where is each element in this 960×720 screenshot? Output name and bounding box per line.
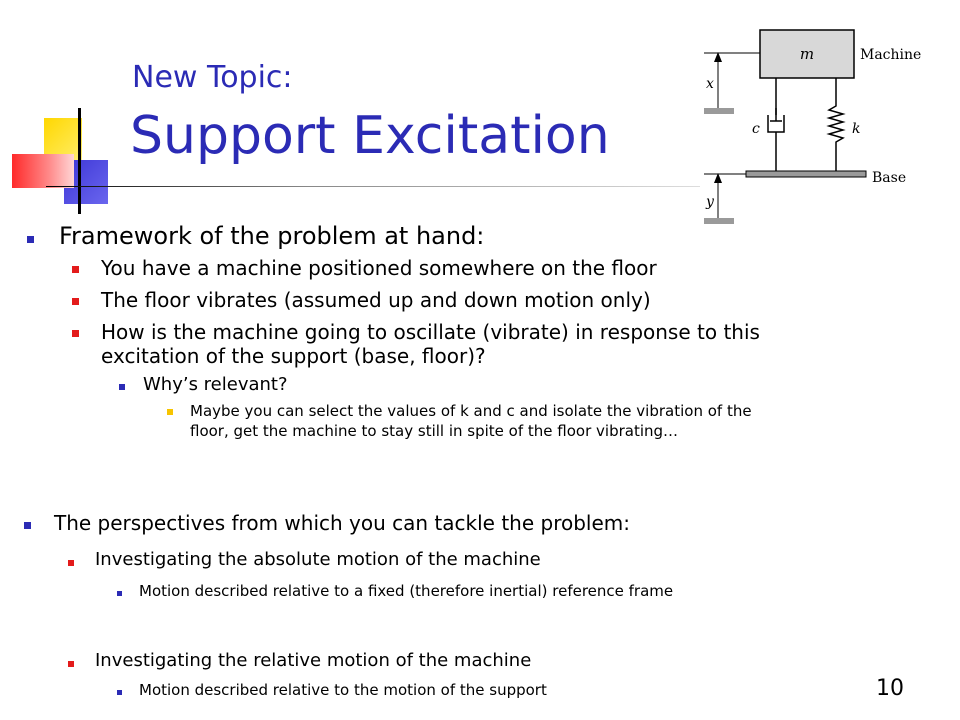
bullet-icon — [167, 409, 173, 415]
bullet-icon — [117, 690, 122, 695]
machine-label: Machine — [860, 47, 922, 63]
bullet-icon — [27, 236, 34, 243]
framework-item-3-line2: excitation of the support (base, floor)? — [101, 344, 486, 368]
relative-motion-detail: Motion described relative to the motion of the support — [139, 681, 547, 699]
y-label: y — [706, 194, 714, 210]
mass-label: m — [799, 45, 815, 63]
absolute-motion-detail: Motion described relative to a fixed (therefore inertial) reference frame — [139, 582, 674, 600]
x-label: x — [706, 76, 714, 92]
bullet-icon — [117, 591, 122, 596]
bullet-icon — [72, 298, 79, 305]
title-underline — [46, 186, 700, 187]
spring-label: k — [852, 121, 861, 137]
relevance-question: Why’s relevant? — [143, 374, 288, 395]
bullet-icon — [68, 560, 74, 566]
x-ground — [704, 108, 734, 114]
y-ground — [704, 218, 734, 224]
base-plate — [746, 171, 866, 177]
bullet-icon — [119, 384, 125, 390]
decor-vertical-line — [78, 108, 81, 214]
slide-title: Support Excitation — [130, 106, 610, 166]
absolute-motion-title: Investigating the absolute motion of the machine — [95, 549, 541, 570]
bullet-icon — [68, 661, 74, 667]
base-label: Base — [872, 170, 907, 186]
bullet-icon — [24, 522, 31, 529]
framework-item-3-line1: How is the machine going to oscillate (vibrate) in response to this — [101, 320, 760, 344]
framework-item-1: You have a machine positioned somewhere on the floor — [101, 256, 657, 280]
relevance-answer-line2: floor, get the machine to stay still in spite of the floor vibrating… — [190, 422, 679, 440]
damper-label: c — [752, 121, 760, 137]
bullet-icon — [72, 266, 79, 273]
decor-red-bar — [12, 154, 74, 188]
framework-item-2: The floor vibrates (assumed up and down motion only) — [101, 288, 651, 312]
relative-motion-title: Investigating the relative motion of the machine — [95, 650, 532, 671]
mass-spring-damper-diagram — [696, 28, 936, 232]
bullet-icon — [72, 330, 79, 337]
relevance-answer-line1: Maybe you can select the values of k and c and isolate the vibration of the — [190, 402, 752, 420]
perspectives-heading: The perspectives from which you can tackle the problem: — [54, 511, 630, 535]
spring-coil — [829, 78, 843, 171]
framework-heading: Framework of the problem at hand: — [59, 222, 485, 250]
page-number: 10 — [876, 676, 904, 701]
slide-subtitle: New Topic: — [132, 60, 293, 95]
